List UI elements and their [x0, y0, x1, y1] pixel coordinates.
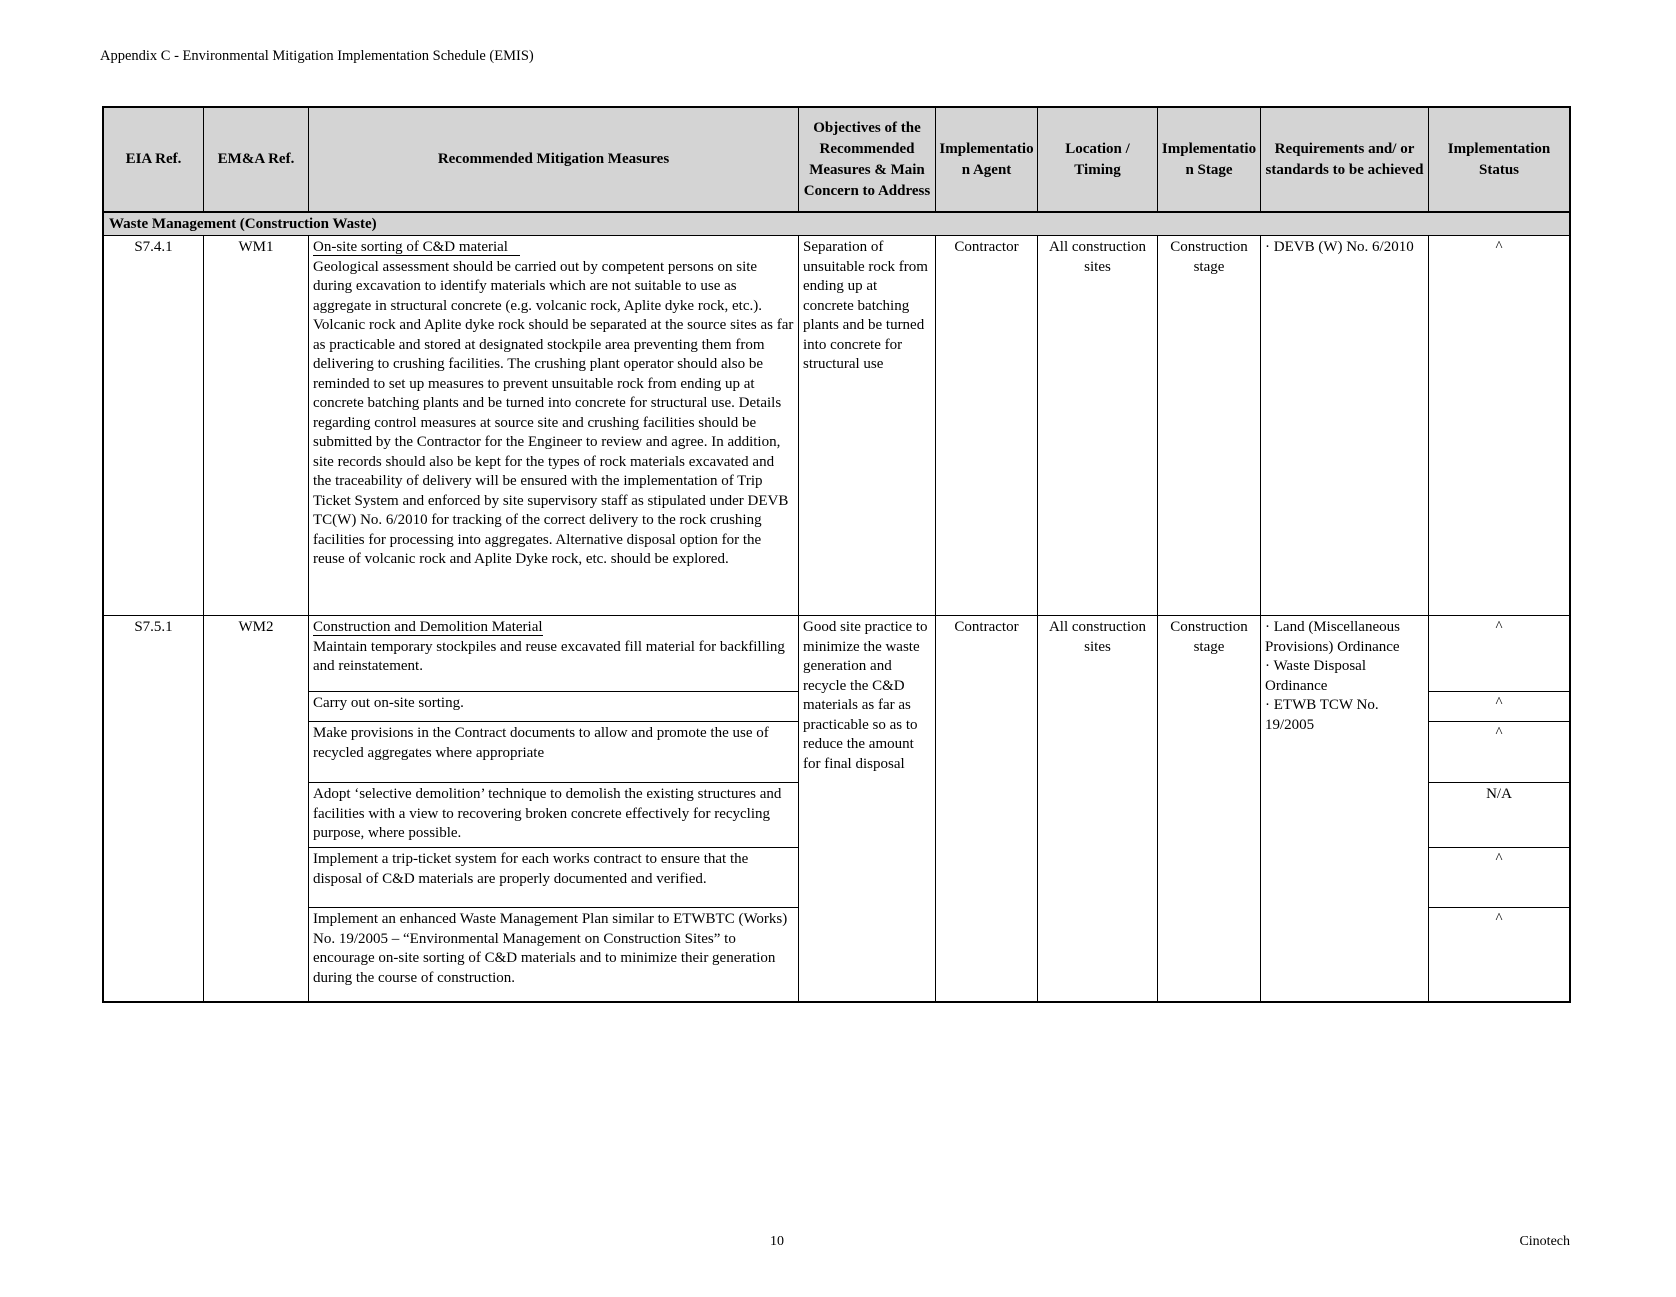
- measure-title: Construction and Demolition Material: [313, 619, 543, 635]
- emis-table: [102, 106, 1571, 1003]
- cell-objectives: Separation of unsuitable rock from ending up at concrete batching plants and be turned into concrete for structural use: [799, 236, 936, 615]
- measure-sub-cell: Make provisions in the Contract documents to allow and promote the use of recycled aggregates where appropriate: [309, 722, 798, 783]
- header-cell-stage: Implementation Stage: [1158, 108, 1261, 211]
- cell-status: [1429, 616, 1569, 1001]
- measure-sub-cell: [309, 616, 798, 692]
- measure-sub-cell: Implement an enhanced Waste Management Plan similar to ETWBTC (Works) No. 19/2005 – “Environmental Management on Construction Sites” to encourage on-site sorting of C&D materials and to minimize their generation during the course of construction.: [313, 911, 788, 986]
- cell-location: All construction sites: [1038, 236, 1158, 615]
- status-sub-cell: ^: [1429, 722, 1569, 783]
- cell-requirements: [1261, 236, 1429, 615]
- measure-title: On-site sorting of C&D material: [313, 239, 520, 256]
- measure-text: Maintain temporary stockpiles and reuse excavated fill material for backfilling and reinstatement.: [313, 638, 785, 674]
- header-cell-location: Location / Timing: [1038, 108, 1158, 211]
- cell-eia-ref: S7.5.1: [104, 616, 204, 1001]
- status-sub-cell: ^: [1429, 692, 1569, 722]
- section-title: Waste Management (Construction Waste): [109, 216, 377, 232]
- header-cell-measures: Recommended Mitigation Measures: [309, 108, 799, 211]
- measure-sub-cell: Adopt ‘selective demolition’ technique to demolish the existing structures and facilities with a view to recovering broken concrete effectively for recycling purpose, where possible.: [309, 783, 798, 848]
- requirement-item: · Waste Disposal Ordinance: [1265, 658, 1367, 694]
- requirement-item: · Land (Miscellaneous Provisions) Ordinance: [1265, 619, 1400, 655]
- section-row: [104, 213, 1569, 236]
- cell-agent: Contractor: [936, 236, 1038, 615]
- cell-measures: [309, 236, 799, 615]
- header-cell-requirements: Requirements and/ or standards to be achieved: [1261, 108, 1429, 211]
- cell-stage: Construction stage: [1158, 616, 1261, 1001]
- measure-sub-cell: Implement a trip-ticket system for each works contract to ensure that the disposal of C&D materials are properly documented and verified.: [309, 848, 798, 908]
- cell-ema-ref: WM1: [204, 236, 309, 615]
- cell-eia-ref: S7.4.1: [104, 236, 204, 615]
- cell-requirements: [1261, 616, 1429, 1001]
- status-sub-cell: N/A: [1429, 783, 1569, 848]
- header-cell-objectives: Objectives of the Recommended Measures & Main Concern to Address: [799, 108, 936, 211]
- status-sub-cell: ^: [1429, 616, 1569, 692]
- status-sub-cell: ^: [1429, 848, 1569, 908]
- cell-location: All construction sites: [1038, 616, 1158, 1001]
- header-cell-ema-ref: EM&A Ref.: [204, 108, 309, 211]
- requirement-item: · ETWB TCW No. 19/2005: [1265, 697, 1379, 733]
- measure-sub-cell: Carry out on-site sorting.: [309, 692, 798, 722]
- table-header-row: [104, 108, 1569, 213]
- cell-measures: [309, 616, 799, 1001]
- appendix-title: Appendix C - Environmental Mitigation Implementation Schedule (EMIS): [100, 48, 534, 64]
- status-sub-cell: ^: [1495, 911, 1503, 927]
- page-number: 10: [770, 1234, 784, 1249]
- header-cell-status: Implementation Status: [1447, 140, 1551, 178]
- measure-body: Geological assessment should be carried out by competent persons on site during excavation to identify materials which are not suitable to use as aggregate in structural concrete (e.g. volcanic rock, Aplite dyke rock, etc.). Volcanic rock and Aplite dyke rock should be separated at the source sites as far as practicable and stored at designated stockpile area preventing them from delivering to crushing facilities. The crushing plant operator should also be reminded to set up measures to prevent unsuitable rock from ending up at concrete batching plants and be turned into concrete for structural use. Details regarding control measures at source site and crushing facilities should be submitted by the Contractor for the Engineer to review and agree. In addition, site records should also be kept for the types of rock materials excavated and the traceability of delivery will be ensured with the implementation of Trip Ticket System and enforced by site supervisory staff as stipulated under DEVB TC(W) No. 6/2010 for tracking of the correct delivery to the rock crushing facilities for processing into aggregates. Alternative disposal option for the reuse of volcanic rock and Aplite Dyke rock, etc. should be explored.: [313, 258, 794, 567]
- table-row: [104, 236, 1569, 616]
- footer-company: Cinotech: [1519, 1234, 1570, 1249]
- header-cell-agent: Implementation Agent: [936, 108, 1038, 211]
- cell-ema-ref: WM2: [204, 616, 309, 1001]
- cell-objectives: Good site practice to minimize the waste generation and recycle the C&D materials as far as practicable so as to reduce the amount for final disposal: [799, 616, 936, 1001]
- requirement-item: · DEVB (W) No. 6/2010: [1265, 239, 1414, 255]
- cell-stage: Construction stage: [1158, 236, 1261, 615]
- cell-status: ^: [1495, 239, 1503, 255]
- cell-agent: Contractor: [936, 616, 1038, 1001]
- header-cell-eia-ref: EIA Ref.: [104, 108, 204, 211]
- table-row: [104, 616, 1569, 1001]
